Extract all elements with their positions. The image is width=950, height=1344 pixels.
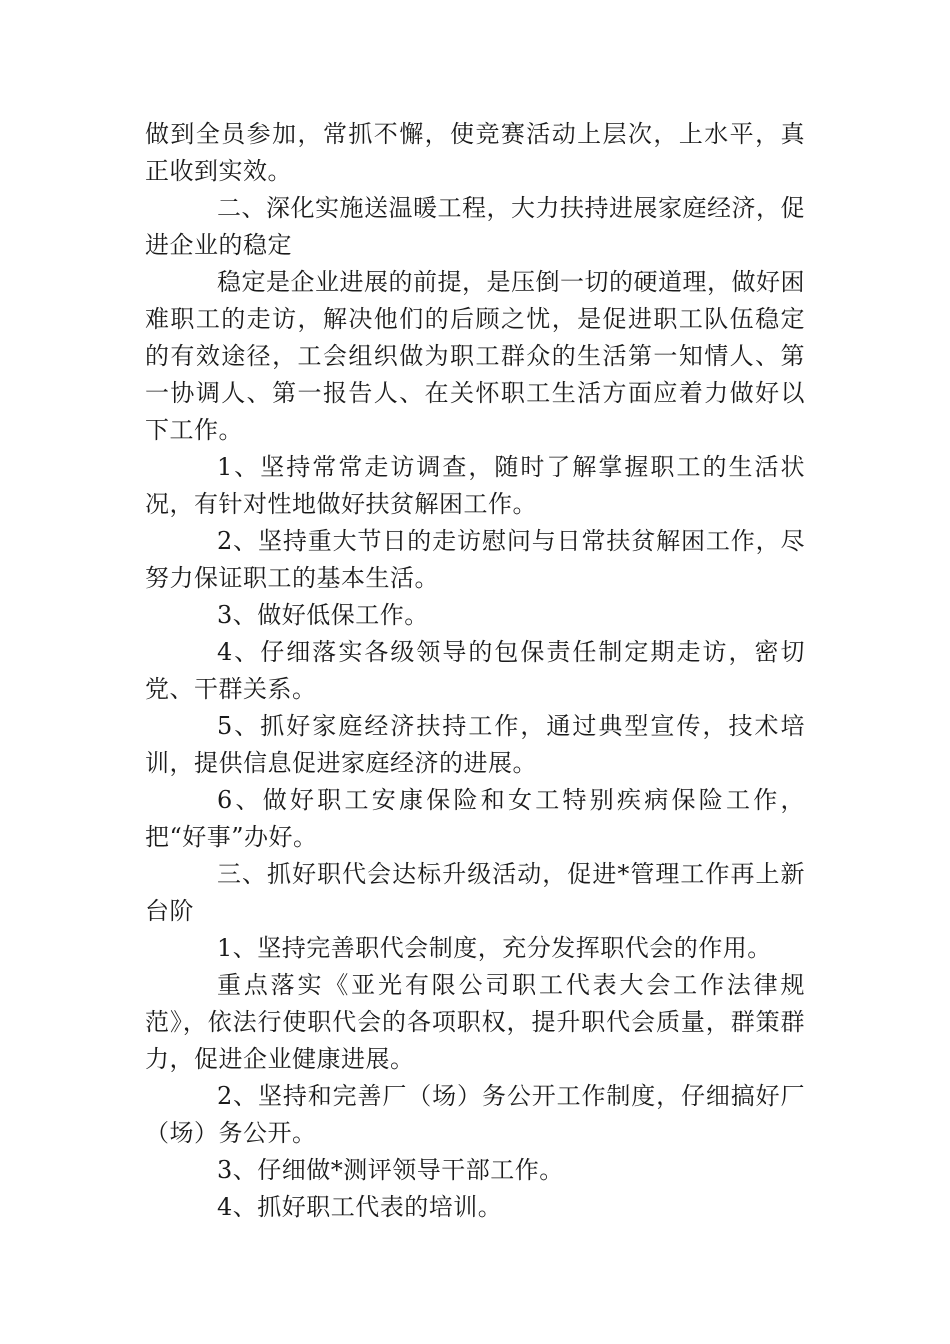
- list-item-5: 5、抓好家庭经济扶持工作，通过典型宣传，技术培训，提供信息促进家庭经济的进展。: [145, 712, 805, 777]
- section-heading-3: 三、抓好职代会达标升级活动，促进*管理工作再上新台阶: [145, 860, 805, 925]
- section-heading-2: 二、深化实施送温暖工程，大力扶持进展家庭经济，促进企业的稳定: [145, 194, 805, 259]
- paragraph-stability: 稳定是企业进展的前提，是压倒一切的硬道理，做好困难职工的走访，解决他们的后顾之忧，是促进职工队伍稳定的有效途径，工会组织做为职工群众的生活第一知情人、第一协调人、第一报告人、在关怀职工生活方面应着力做好以下工作。: [145, 268, 805, 444]
- list-item-2b: 2、坚持和完善厂（场）务公开工作制度，仔细搞好厂（场）务公开。: [145, 1082, 805, 1147]
- list-item-3b: 3、仔细做*测评领导干部工作。: [217, 1156, 564, 1184]
- paragraph-continuation: 做到全员参加，常抓不懈，使竞赛活动上层次，上水平，真正收到实效。: [145, 120, 805, 185]
- list-item-1b: 1、坚持完善职代会制度，充分发挥职代会的作用。: [217, 934, 772, 962]
- document-body: [145, 116, 805, 1226]
- paragraph-key-points: 重点落实《亚光有限公司职工代表大会工作法律规范》，依法行使职代会的各项职权，提升职代会质量，群策群力，促进企业健康进展。: [145, 971, 805, 1073]
- list-item-4: 4、仔细落实各级领导的包保责任制定期走访，密切党、干群关系。: [145, 638, 805, 703]
- list-item-3: 3、做好低保工作。: [217, 601, 429, 629]
- list-item-6: 6、做好职工安康保险和女工特别疾病保险工作，把“好事”办好。: [145, 786, 805, 851]
- list-item-2: 2、坚持重大节日的走访慰问与日常扶贫解困工作，尽努力保证职工的基本生活。: [145, 527, 805, 592]
- list-item-4b: 4、抓好职工代表的培训。: [217, 1193, 503, 1221]
- list-item-1: 1、坚持常常走访调查，随时了解掌握职工的生活状况，有针对性地做好扶贫解困工作。: [145, 453, 805, 518]
